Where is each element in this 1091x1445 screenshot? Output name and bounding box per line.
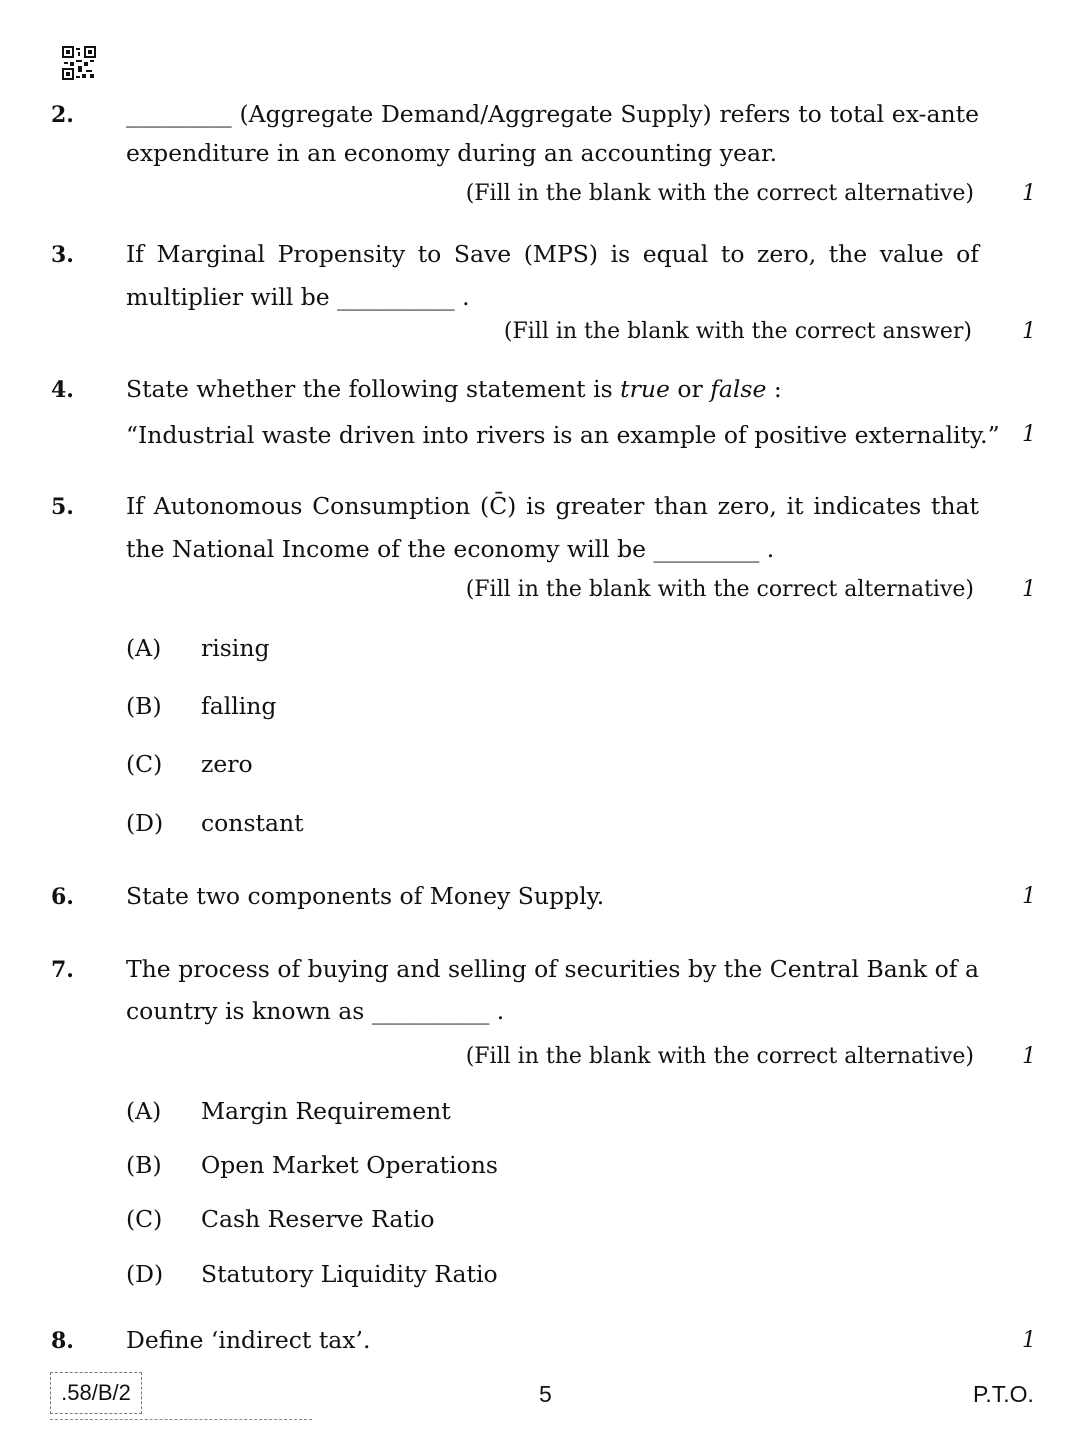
option-text: zero [201,750,253,778]
question-text: If Marginal Propensity to Save (MPS) is equal to zero, the value of [126,240,979,268]
question-text: State whether the following statement is true or false : [126,375,782,403]
question-number: 8. [51,1328,74,1354]
option-label: (A) [126,634,162,662]
page-number: 5 [539,1381,552,1407]
question-marks: 1 [1022,319,1036,344]
question-number: 7. [51,957,74,983]
option-label: (C) [126,750,163,778]
question-text: _________ (Aggregate Demand/Aggregate Supply) refers to total ex-ante [126,100,979,128]
question-marks: 1 [1022,577,1036,602]
question-number: 3. [51,242,74,268]
option-text: rising [201,634,270,662]
question-marks: 1 [1022,1328,1036,1353]
option-label: (C) [126,1205,163,1233]
option-text: Open Market Operations [201,1151,498,1179]
paper-code: .58/B/2 [50,1372,142,1414]
question-text: State two components of Money Supply. [126,882,605,910]
qr-code-icon [62,46,96,80]
option-text: Statutory Liquidity Ratio [201,1260,498,1288]
question-marks: 1 [1022,181,1036,206]
option-text: Cash Reserve Ratio [201,1205,435,1233]
question-instruction: (Fill in the blank with the correct alternative) [465,1044,974,1069]
option-text: Margin Requirement [201,1097,451,1125]
option-label: (B) [126,1151,162,1179]
option-label: (B) [126,692,162,720]
question-marks: 1 [1022,1044,1036,1069]
question-instruction: (Fill in the blank with the correct alternative) [465,181,974,206]
question-marks: 1 [1022,422,1036,447]
option-label: (D) [126,809,164,837]
question-instruction: (Fill in the blank with the correct alternative) [465,577,974,602]
pto-label: P.T.O. [973,1381,1034,1407]
option-text: constant [201,809,304,837]
option-text: falling [201,692,277,720]
question-text: country is known as __________ . [126,997,505,1025]
footer-divider [50,1419,312,1420]
question-number: 4. [51,377,74,403]
question-text: the National Income of the economy will be _________ . [126,535,775,563]
question-number: 2. [51,102,74,128]
question-marks: 1 [1022,884,1036,909]
question-number: 6. [51,884,74,910]
question-text: The process of buying and selling of securities by the Central Bank of a [126,955,979,983]
question-text: If Autonomous Consumption (C̄) is greater than zero, it indicates that [126,492,979,520]
question-number: 5. [51,494,74,520]
question-instruction: (Fill in the blank with the correct answer) [503,319,972,344]
question-text: Define ‘indirect tax’. [126,1326,371,1354]
option-label: (D) [126,1260,164,1288]
option-label: (A) [126,1097,162,1125]
question-text: expenditure in an economy during an accounting year. [126,139,778,167]
question-text: multiplier will be __________ . [126,283,470,311]
question-text: “Industrial waste driven into rivers is an example of positive externality.” [126,421,1000,449]
